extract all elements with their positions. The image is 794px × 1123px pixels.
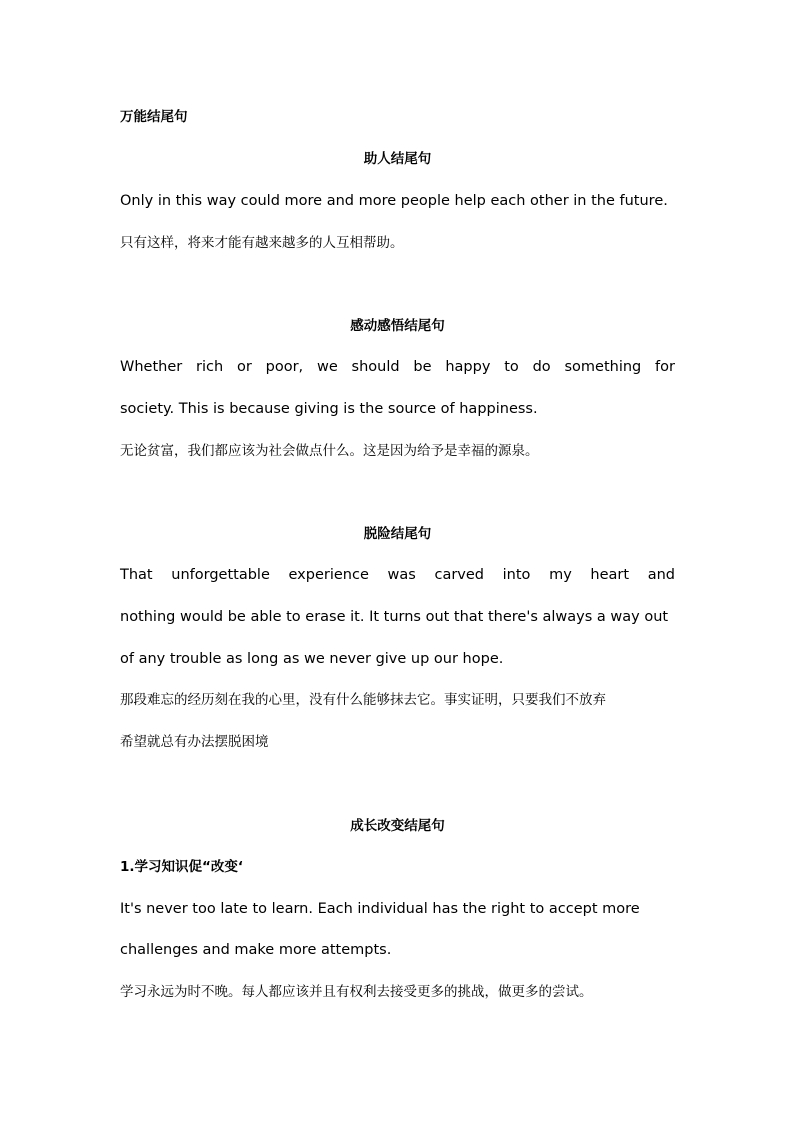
english-paragraph-line: challenges and make more attempts. [120,942,392,958]
chinese-translation-line: 那段难忘的经历刻在我的心里，没有什么能够抹去它。事实证明，只要我们不放弃 [120,692,606,708]
english-paragraph-line: of any trouble as long as we never give up our hope. [120,651,504,667]
chinese-translation-line: 学习永远为时不晚。每人都应该并且有权利去接受更多的挑战，做更多的尝试。 [120,984,593,1000]
english-paragraph-line: society. This is because giving is the source of happiness. [120,401,538,417]
english-paragraph-line: That unforgettable experience was carved into my heart and [120,567,675,583]
english-paragraph-line: Whether rich or poor, we should be happy to do something for [120,359,675,375]
english-paragraph-line: nothing would be able to erase it. It turns out that there's always a way out [120,609,669,625]
section-heading-inspiration: 感动感悟结尾句 [350,318,445,334]
section-heading-escape: 脱险结尾句 [363,526,432,542]
document-title: 万能结尾句 [120,109,188,125]
chinese-translation-line: 只有这样，将来才能有越来越多的人互相帮助。 [120,235,404,251]
section-heading-helping: 助人结尾句 [363,151,432,167]
chinese-translation-line: 无论贫富，我们都应该为社会做点什么。这是因为给予是幸福的源泉。 [120,443,539,459]
section-heading-growth: 成长改变结尾句 [350,818,445,834]
english-paragraph-line: It's never too late to learn. Each individual has the right to accept more [120,901,640,917]
subheading-learning: 1.学习知识促“改变‘ [120,859,244,875]
english-paragraph-line: Only in this way could more and more people help each other in the future. [120,193,668,209]
chinese-translation-line: 希望就总有办法摆脱困境 [120,734,269,750]
